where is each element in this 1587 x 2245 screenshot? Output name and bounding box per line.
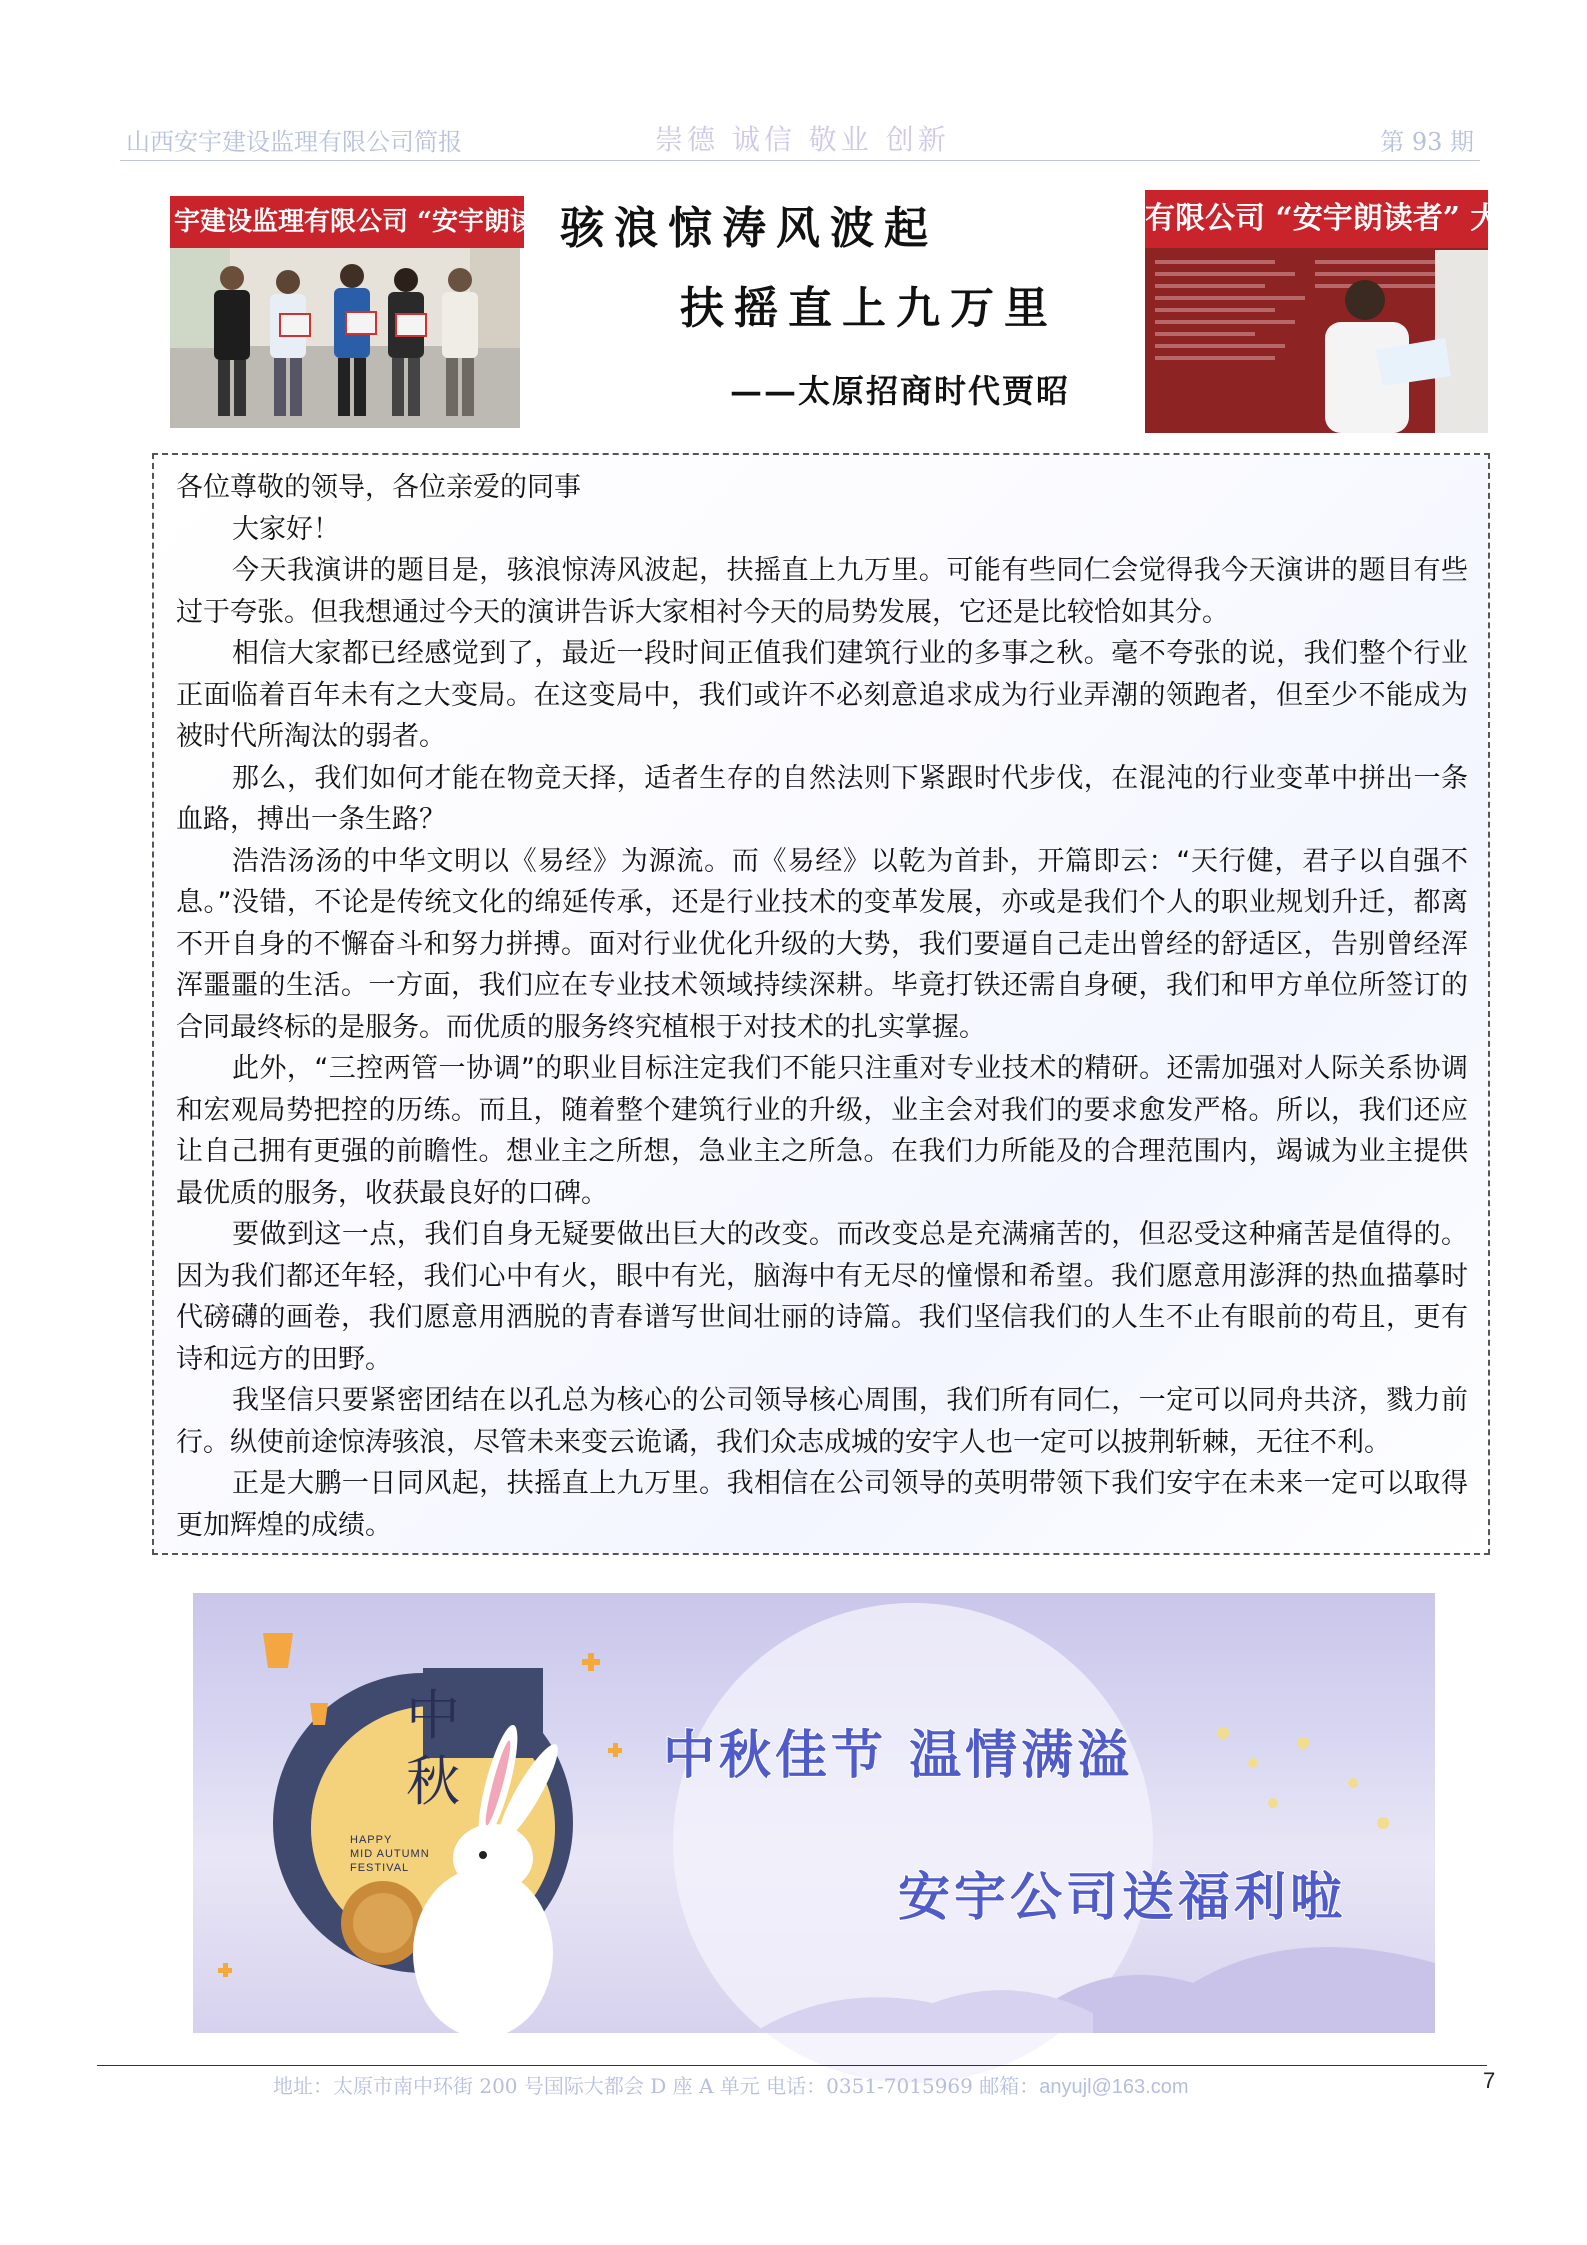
footer-email: anyujl@163.com xyxy=(1039,2076,1189,2098)
festival-headline: 中秋佳节 温情满溢 xyxy=(663,1726,1134,1786)
photo-banner-text: 宇建设监理有限公司 “安宇朗读者” 大赛 xyxy=(170,196,524,248)
mid-autumn-illustration xyxy=(193,1593,1435,2033)
caption-line: MID AUTUMN xyxy=(350,1848,430,1860)
page-header xyxy=(120,118,1480,158)
speaker-photo xyxy=(1145,190,1531,433)
footer-address: 地址：太原市南中环街 200 号国际大都会 D 座 A 单元 电话：0351-7015969 邮箱： xyxy=(273,2074,1040,2098)
footer-divider xyxy=(97,2065,1487,2066)
company-motto: 崇德 诚信 敬业 创新 xyxy=(655,123,950,156)
speech-text xyxy=(176,467,1468,1546)
paragraph: 正是大鹏一日同风起，扶摇直上九万里。我相信在公司领导的英明带领下我们安宇在未来一定可以取得更加辉煌的成绩。 xyxy=(176,1468,1468,1541)
speaker-photo-figure xyxy=(1145,190,1488,433)
caption-line: FESTIVAL xyxy=(350,1862,410,1874)
paragraph: 那么，我们如何才能在物竞天择，适者生存的自然法则下紧跟时代步伐，在混沌的行业变革中拼出一条血路，搏出一条生路？ xyxy=(176,762,1468,835)
newsletter-name: 山西安宇建设监理有限公司简报 xyxy=(126,128,462,156)
article-title-line1: 骇浪惊涛风波起 xyxy=(560,203,938,254)
footer-contact xyxy=(273,2070,1189,2099)
award-group-photo-figure xyxy=(170,196,520,428)
paragraph: 浩浩汤汤的中华文明以《易经》为源流。而《易经》以乾为首卦，开篇即云：“天行健，君子以自强不息。”没错，不论是传统文化的绵延传承，还是行业技术的变革发展，亦或是我们个人的职业规划升迁，都离不开自身的不懈奋斗和努力拼搏。面对行业优化升级的大势，我们要逼自己走出曾经的舒适区，告别曾经浑浑噩噩的生活。一方面，我们应在专业技术领域持续深耕。毕竟打铁还需自身硬，我们和甲方单位所签订的合同最终标的是服务。而优质的服务终究植根于对技术的扎实掌握。 xyxy=(176,845,1468,1043)
mid-autumn-badge xyxy=(398,1683,468,1815)
paragraph: 大家好！ xyxy=(232,513,340,545)
badge-char: 中 xyxy=(406,1684,460,1747)
speech-body xyxy=(152,453,1490,1555)
festival-subheadline: 安宇公司送福利啦 xyxy=(898,1868,1347,1928)
paragraph: 今天我演讲的题目是，骇浪惊涛风波起，扶摇直上九万里。可能有些同仁会觉得我今天演讲的题目有些过于夸张。但我想通过今天的演讲告诉大家相衬今天的局势发展，它还是比较恰如其分。 xyxy=(176,555,1468,628)
paragraph: 我坚信只要紧密团结在以孔总为核心的公司领导核心周围，我们所有同仁，一定可以同舟共济，戮力前行。纵使前途惊涛骇浪，尽管未来变云诡谲，我们众志成城的安宇人也一定可以披荆斩棘，无往不利。 xyxy=(176,1385,1468,1458)
paragraph: 此外，“三控两管一协调”的职业目标注定我们不能只注重对专业技术的精研。还需加强对人际关系协调和宏观局势把控的历练。而且，随着整个建筑行业的升级，业主会对我们的要求愈发严格。所以，我们还应让自己拥有更强的前瞻性。想业主之所想，急业主之所急。在我们力所能及的合理范围内，竭诚为业主提供最优质的服务，收获最良好的口碑。 xyxy=(176,1053,1468,1209)
mid-autumn-banner xyxy=(193,1593,1435,2033)
badge-char: 秋 xyxy=(406,1750,460,1813)
article-title-line2: 扶摇直上九万里 xyxy=(680,283,1058,334)
article-author: ——太原招商时代贾昭 xyxy=(730,372,1071,410)
header-divider xyxy=(120,160,1480,161)
photo-banner-text: 有限公司 “安宇朗读者” 大赛 xyxy=(1145,190,1488,248)
page-number: 7 xyxy=(1483,2068,1496,2093)
award-group-photo xyxy=(170,196,639,428)
happy-mid-autumn-caption xyxy=(350,1833,430,1875)
salutation: 各位尊敬的领导，各位亲爱的同事 xyxy=(176,472,581,503)
paragraph: 要做到这一点，我们自身无疑要做出巨大的改变。而改变总是充满痛苦的，但忍受这种痛苦是值得的。因为我们都还年轻，我们心中有火，眼中有光，脑海中有无尽的憧憬和希望。我们愿意用澎湃的热血描摹时代磅礴的画卷，我们愿意用洒脱的青春谱写世间壮丽的诗篇。我们坚信我们的人生不止有眼前的苟且，更有诗和远方的田野。 xyxy=(176,1219,1468,1375)
caption-line: HAPPY xyxy=(350,1834,393,1846)
paragraph: 相信大家都已经感觉到了，最近一段时间正值我们建筑行业的多事之秋。毫不夸张的说，我们整个行业正面临着百年未有之大变局。在这变局中，我们或许不必刻意追求成为行业弄潮的领跑者，但至少不能成为被时代所淘汰的弱者。 xyxy=(176,638,1468,752)
issue-number: 第 93 期 xyxy=(1380,128,1474,156)
